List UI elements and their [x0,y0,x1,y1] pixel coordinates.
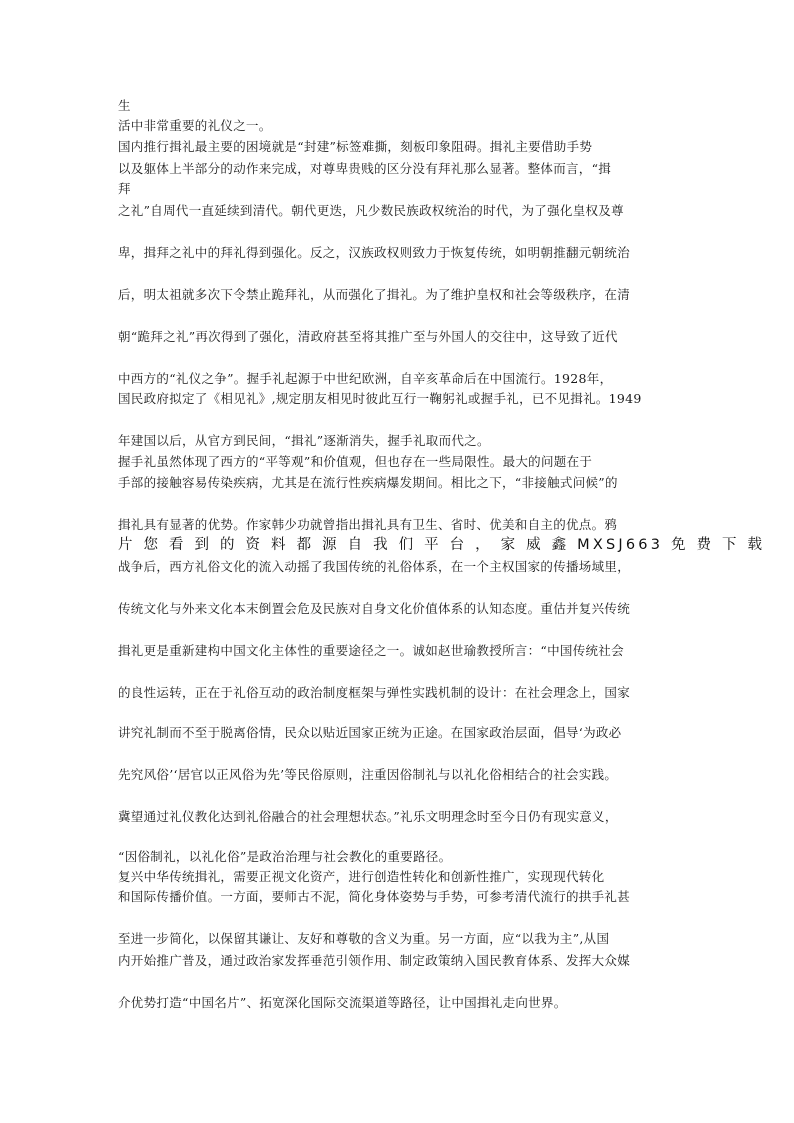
text-line: “因俗制礼，以礼化俗”是政治治理与社会教化的重要路径。 [118,849,452,864]
text-line: 内开始推广普及，通过政治家发挥垂范引领作用、制定政策纳入国民教育体系、发挥大众媒 [118,953,631,968]
text-line: 讲究礼制而不至于脱离俗情，民众以贴近国家正统为正途。在国家政治层面，倡导‘为政必 [118,725,622,740]
text-line: 国内推行揖礼最主要的困境就是“封建”标签难撕，刻板印象阻碍。揖礼主要借助手势 [118,139,593,154]
text-line: 拜 [118,181,131,196]
text-line: 后，明太祖就多次下令禁止跪拜礼，从而强化了揖礼。为了维护皇权和社会等级秩序，在清 [118,287,631,302]
text-line: 生 [118,98,131,113]
text-line: 以及躯体上半部分的动作来完成，对尊卑贵贱的区分没有拜礼那么显著。整体而言，“揖 [118,161,612,176]
text-line: 中西方的“礼仪之争”。握手礼起源于中世纪欧洲，自辛亥革命后在中国流行。1928年， [118,371,613,386]
text-line: 至进一步简化，以保留其谦让、友好和尊敬的含义为重。另一方面，应“以我为主”,从国 [118,931,610,946]
text-line: 冀望通过礼仪教化达到礼俗融合的社会理想状态。”礼乐文明理念时至今日仍有现实意义， [118,809,618,824]
text-line: 之礼”自周代一直延续到清代。朝代更迭，凡少数民族政权统治的时代，为了强化皇权及尊 [118,203,624,218]
text-line: 传统文化与外来文化本末倒置会危及民族对自身文化价值体系的认知态度。重估并复兴传统 [118,601,631,616]
text-line: 复兴中华传统揖礼，需要正视文化资产，进行创造性转化和创新性推广，实现现代转化 [118,869,605,884]
text-line: 先究风俗’‘居官以正风俗为先’等民俗原则，注重因俗制礼与以礼化俗相结合的社会实践。 [118,767,618,782]
text-line: 握手礼虽然体现了西方的“平等观”和价值观，但也存在一些局限性。最大的问题在于 [118,454,593,469]
text-line: 朝“跪拜之礼”再次得到了强化，清政府甚至将其推广至与外国人的交往中，这导致了近代 [118,329,618,344]
text-line: 揖礼更是重新建构中国文化主体性的重要途径之一。诚如赵世瑜教授所言：“中国传统社会 [118,643,624,658]
text-line: 活中非常重要的礼仪之一。 [118,118,272,133]
text-line: 揖礼具有显著的优势。作家韩少功就曾指出揖礼具有卫生、省时、优美和自主的优点。鸦 [118,517,618,532]
text-line: 介优势打造“中国名片”、拓宽深化国际交流渠道等路径，让中国揖礼走向世界。 [118,995,567,1010]
text-line: 国民政府拟定了《相见礼》,规定朋友相见时彼此互行一鞠躬礼或握手礼，已不见揖礼。1949 [118,391,642,406]
watermark-ad-line: 片 您 看 到 的 资 料 都 源 自 我 们 平 台 ， 家 威 鑫 MXSJ663 免 费 下 载 [118,537,766,553]
text-line: 手部的接触容易传染疾病，尤其是在流行性疾病爆发期间。相比之下，“非接触式问候”的 [118,475,618,490]
text-line: 的良性运转，正在于礼俗互动的政治制度框架与弹性实践机制的设计：在社会理念上，国家 [118,685,631,700]
text-line: 战争后，西方礼俗文化的流入动摇了我国传统的礼俗体系，在一个主权国家的传播场域里， [118,559,631,574]
text-line: 卑，揖拜之礼中的拜礼得到强化。反之，汉族政权则致力于恢复传统，如明朝推翻元朝统治 [118,245,631,260]
text-line: 年建国以后，从官方到民间，“揖礼”逐渐消失，握手礼取而代之。 [118,433,490,448]
text-line: 和国际传播价值。一方面，要师古不泥，简化身体姿势与手势，可参考清代流行的拱手礼甚 [118,889,631,904]
